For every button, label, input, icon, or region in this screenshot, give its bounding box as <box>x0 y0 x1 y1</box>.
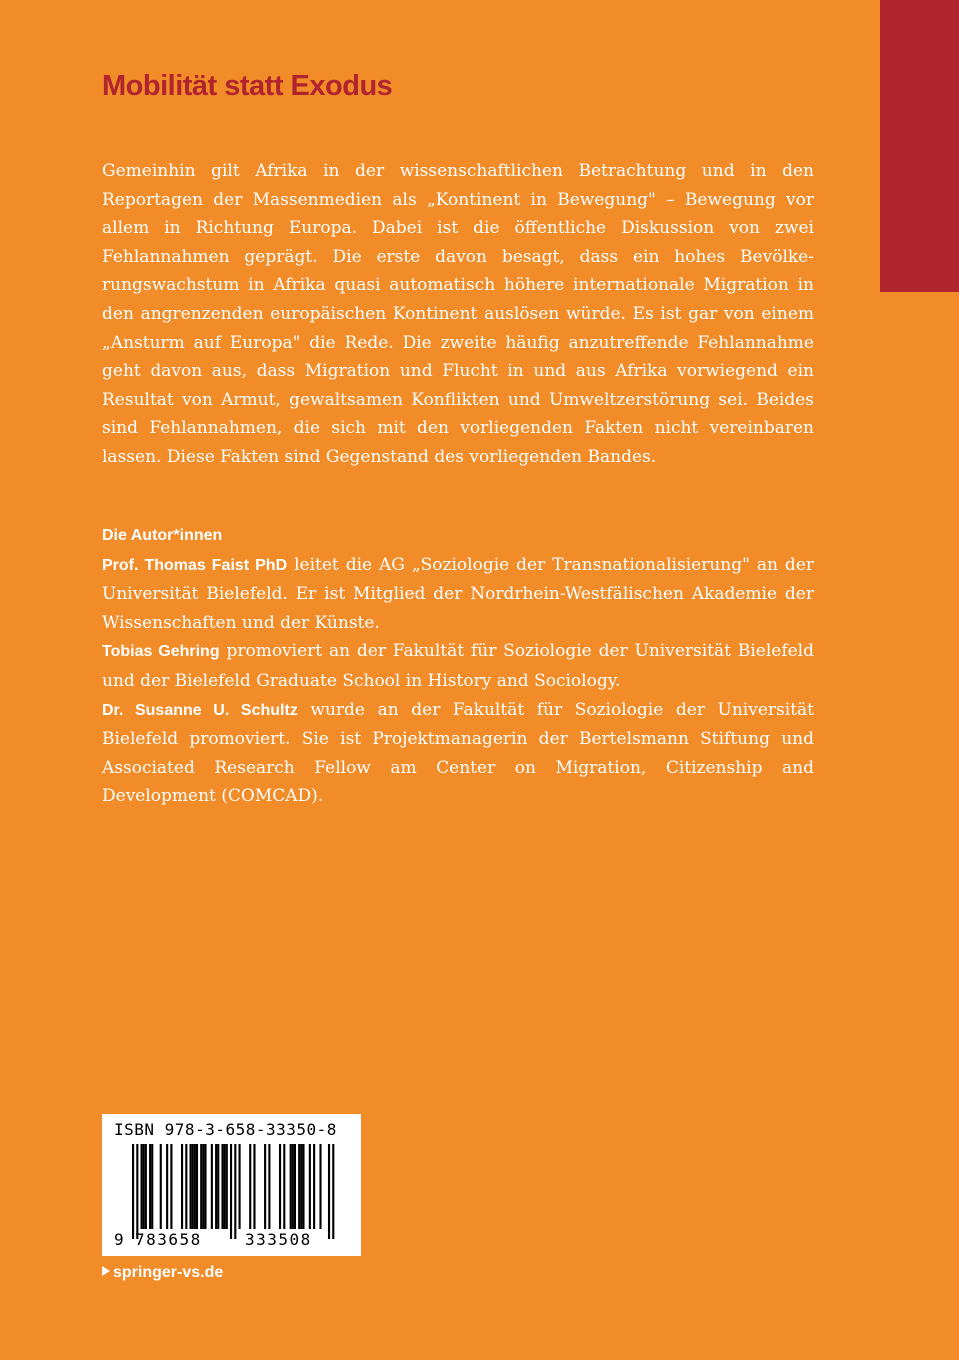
barcode-bar <box>302 1144 304 1229</box>
barcode-bar <box>202 1144 204 1229</box>
barcode-bar <box>309 1144 311 1229</box>
barcode-bar <box>192 1144 194 1229</box>
barcode-bar <box>215 1144 217 1229</box>
barcode-bar <box>332 1144 334 1239</box>
barcode-bar <box>230 1144 232 1239</box>
barcode-digits-left: 783658 <box>135 1230 202 1249</box>
barcode-bar <box>319 1144 321 1229</box>
author-bio <box>102 696 814 811</box>
barcode-bar <box>249 1144 251 1229</box>
barcode-bar <box>132 1144 134 1239</box>
author-name: Prof. Thomas Faist PhD <box>102 556 288 574</box>
authors-heading: Die Autor*innen <box>102 527 223 544</box>
publisher-url: springer-vs.de <box>113 1264 224 1281</box>
barcode-bar <box>136 1144 138 1239</box>
author-name: Tobias Gehring <box>102 643 220 661</box>
barcode-bar <box>283 1144 285 1229</box>
authors-section <box>102 522 814 811</box>
barcode-bar <box>264 1144 266 1229</box>
barcode-bar <box>221 1144 223 1229</box>
red-corner-tab <box>880 0 959 292</box>
author-name: Dr. Susanne U. Schultz <box>102 701 298 719</box>
barcode-bar <box>234 1144 236 1239</box>
author-bio-text: wurde an der Fakultät für Soziologie der Universität Bielefeld promoviert. Sie ist Projektmanagerin der Bertelsmann Stiftung und Associated Research Fellow am Center on Migration, Citizenship and Development (COMCAD). <box>102 699 814 807</box>
barcode-bar <box>226 1144 228 1229</box>
publisher-link[interactable] <box>102 1264 223 1282</box>
barcode-digits-right: 333508 <box>245 1230 312 1249</box>
barcode-bar <box>190 1144 192 1229</box>
barcode-bar <box>279 1144 281 1229</box>
author-bio <box>102 551 814 638</box>
barcode-bar <box>185 1144 187 1229</box>
book-title: Mobilität statt Exodus <box>102 70 393 102</box>
barcode-bar <box>239 1144 241 1229</box>
triangle-arrow-icon <box>102 1266 110 1276</box>
author-bio-text: leitet die AG „Soziologie der Transnationalisierung" an der Universität Bielefeld. Er ist Mitglied der Nordrhein-Westfälischen Akademie der Wissenschaften und der Künste. <box>102 554 815 633</box>
isbn-barcode <box>102 1114 361 1256</box>
abstract-text: Gemeinhin gilt Afrika in der wissenschaftlichen Betrachtung und in den Reportagen der Massenmedien als „Kontinent in Bewegung" – Bewegung vor allem in Richtung Europa. Dabei ist die öffentliche Diskussion von zwei Fehlannahmen geprägt. Die erste davon besagt, dass ein hohes Bevölkerungswachstum in Afrika quasi automatisch höhere internationale Migration in den angrenzenden europäischen Kontinent auslösen würde. Es ist gar von einem „Ansturm auf Europa" die Rede. Die zweite häufig anzutreffende Fehlannahme geht davon aus, dass Migration und Flucht in und aus Afrika vorwiegend ein Resultat von Armut, gewaltsamen Konflikten und Umweltzerstörung sei. Beides sind Fehlannahmen, die sich mit den vorliegenden Fakten nicht vereinbaren lassen. Diese Fakten sind Gegenstand des vorliegenden Bandes. <box>102 161 814 467</box>
barcode-bar <box>160 1144 162 1229</box>
barcode-bar <box>141 1144 143 1229</box>
author-bio-text: promoviert an der Fakultät für Soziologie der Universität Bielefeld und der Bielefeld Graduate School in History and Sociology. <box>102 641 814 691</box>
barcode-bar <box>204 1144 206 1229</box>
isbn-number: ISBN 978-3-658-33350-8 <box>114 1120 337 1139</box>
barcode-bar <box>200 1144 202 1229</box>
barcode-bar <box>181 1144 183 1229</box>
barcode-bar <box>194 1144 196 1229</box>
barcode-bar <box>224 1144 226 1229</box>
author-bio <box>102 637 814 695</box>
barcode-bar <box>290 1144 292 1229</box>
barcode-bar <box>211 1144 213 1229</box>
barcode-bar <box>166 1144 168 1229</box>
barcode-bar <box>268 1144 270 1229</box>
barcode-bar <box>298 1144 300 1229</box>
barcode-bar <box>145 1144 147 1229</box>
barcode-bar <box>300 1144 302 1229</box>
barcode-bar <box>294 1144 296 1229</box>
barcode-bar <box>292 1144 294 1229</box>
barcode-bar <box>143 1144 145 1229</box>
barcode-bar <box>151 1144 153 1229</box>
barcode-bar <box>253 1144 255 1229</box>
barcode-bar <box>196 1144 198 1229</box>
barcode-bar <box>217 1144 219 1229</box>
barcode-digit-first: 9 <box>114 1230 124 1249</box>
barcode-bar <box>328 1144 330 1239</box>
barcode-bar <box>170 1144 172 1229</box>
barcode-bar <box>149 1144 151 1229</box>
barcode-bar <box>313 1144 315 1229</box>
